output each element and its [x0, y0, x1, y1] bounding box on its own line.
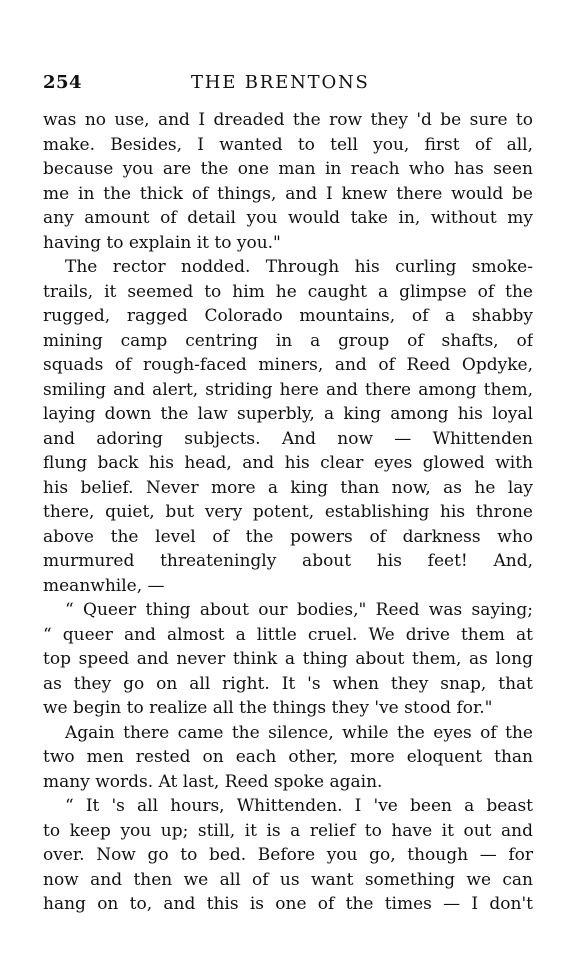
text-line: smiling and alert, striding here and there among them, [43, 379, 533, 400]
text-line: squads of rough-faced miners, and of Reed Opdyke, [43, 355, 533, 375]
text-line: was no use, and I dreaded the row they 'd be sure to [43, 110, 533, 130]
text-line: to keep you up; still, it is a relief to have it out and [43, 820, 533, 841]
running-title: THE BRENTONS [191, 72, 370, 93]
text-line: “ It 's all hours, Whittenden. I 've been a beast [65, 796, 533, 816]
text-line: and adoring subjects. And now — Whittenden [43, 428, 533, 449]
text-line: me in the thick of things, and I knew there would be [43, 183, 533, 204]
text-line: flung back his head, and his clear eyes glowed with [43, 453, 533, 473]
text-line: Again there came the silence, while the eyes of the [65, 722, 533, 743]
text-line: there, quiet, but very potent, establishing his throne [43, 502, 533, 522]
text-line: rugged, ragged Colorado mountains, of a shabby [43, 306, 533, 326]
text-line: his belief. Never more a king than now, as he lay [43, 477, 533, 498]
text-line: The rector nodded. Through his curling smoke- [65, 257, 533, 277]
text-line: two men rested on each other, more eloquent than [43, 747, 533, 767]
body-text [43, 108, 533, 917]
text-line: now and then we all of us want something we can [43, 869, 533, 890]
text-line: laying down the law superbly, a king among his loyal [43, 404, 533, 424]
text-line: trails, it seemed to him he caught a glimpse of the [43, 281, 533, 302]
text-line: mining camp centring in a group of shafts, of [43, 330, 533, 351]
text-line: many words. At last, Reed spoke again. [43, 771, 383, 792]
text-line: above the level of the powers of darkness who [43, 526, 533, 547]
text-line: murmured threateningly about his feet! And, [43, 551, 533, 571]
text-line: hang on to, and this is one of the times — I don't [43, 894, 533, 914]
text-line: any amount of detail you would take in, without my [43, 208, 533, 228]
text-line: because you are the one man in reach who has seen [43, 159, 533, 179]
text-line: we begin to realize all the things they 've stood for." [43, 698, 493, 718]
text-line: “ Queer thing about our bodies," Reed was saying; [65, 600, 533, 620]
text-line: meanwhile, — [43, 575, 165, 596]
text-line: having to explain it to you." [43, 232, 281, 253]
text-line: as they go on all right. It 's when they snap, that [43, 673, 533, 694]
text-line: over. Now go to bed. Before you go, though — for [43, 845, 533, 865]
page-number: 254 [43, 72, 83, 93]
text-line: top speed and never think a thing about them, as long [43, 649, 533, 669]
text-line: “ queer and almost a little cruel. We drive them at [43, 624, 533, 645]
text-line: make. Besides, I wanted to tell you, first of all, [43, 134, 533, 155]
page-header [43, 72, 533, 96]
